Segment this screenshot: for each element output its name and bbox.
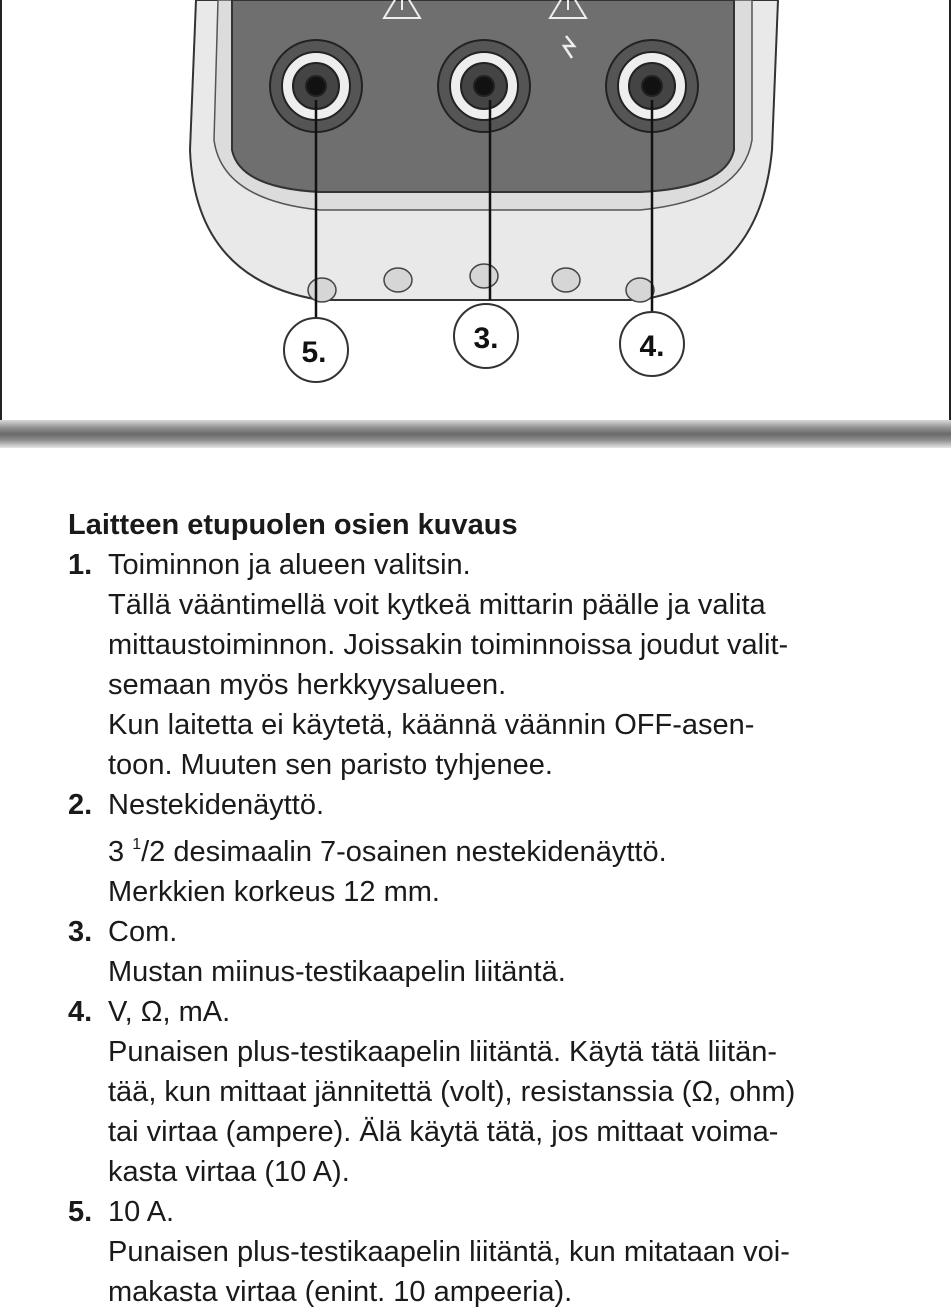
item-label: Com.: [108, 916, 178, 948]
item-desc-line: Mustan miinus-testikaapelin liitäntä.: [108, 956, 566, 988]
item-desc-line: Punaisen plus-testikaapelin liitäntä. Käytä tätä liitän-: [108, 1036, 777, 1068]
list-item: [68, 912, 928, 992]
list-item: [68, 992, 928, 1192]
item-number: 4.: [68, 996, 93, 1028]
section-divider: [0, 420, 951, 448]
item-desc-line: tää, kun mittaat jännitettä (volt), resistanssia (Ω, ohm): [108, 1076, 796, 1108]
item-desc-line: Tällä vääntimellä voit kytkeä mittarin päälle ja valita: [108, 589, 766, 621]
description-section: [68, 505, 928, 1312]
item-desc-line: semaan myös herkkyysalueen.: [108, 669, 507, 701]
list-item: [68, 785, 928, 912]
item-desc-line: tai virtaa (ampere). Älä käytä tätä, jos mittaat voima-: [108, 1116, 779, 1148]
item-number: 5.: [68, 1196, 93, 1228]
item-number: 2.: [68, 789, 93, 821]
callout-label: 4.: [639, 330, 665, 363]
item-label: 10 A.: [108, 1196, 175, 1228]
item-label: Nestekidenäyttö.: [108, 789, 325, 821]
multimeter-jacks-illustration: [0, 0, 951, 430]
item-desc-line: makasta virtaa (enint. 10 ampeeria).: [108, 1276, 573, 1308]
list-item: [68, 545, 928, 785]
item-desc-line: Merkkien korkeus 12 mm.: [108, 876, 440, 908]
list-item: [68, 1192, 928, 1312]
fraction-rest: /2 desimaalin 7-osainen nestekidenäyttö.: [141, 836, 667, 868]
item-desc-line: kasta virtaa (10 A).: [108, 1156, 350, 1188]
fraction-numerator: 1: [132, 836, 142, 853]
callout-label: 5.: [301, 336, 327, 369]
section-title: Laitteen etupuolen osien kuvaus: [68, 509, 518, 541]
item-desc-line: mittaustoiminnon. Joissakin toiminnoissa joudut valit-: [108, 629, 789, 661]
item-number: 1.: [68, 549, 93, 581]
fraction-whole: 3: [108, 836, 133, 868]
item-desc-line: Kun laitetta ei käytetä, käännä väännin OFF-asen-: [108, 709, 755, 741]
callout-label: 3.: [473, 322, 499, 355]
item-desc-line: [68, 825, 928, 872]
item-desc-line: toon. Muuten sen paristo tyhjenee.: [108, 749, 553, 781]
item-desc-line: Punaisen plus-testikaapelin liitäntä, kun mitataan voi-: [108, 1236, 790, 1268]
item-label: Toiminnon ja alueen valitsin.: [108, 549, 471, 581]
item-number: 3.: [68, 916, 93, 948]
item-label: V, Ω, mA.: [108, 996, 231, 1028]
jack-com: [438, 40, 530, 132]
